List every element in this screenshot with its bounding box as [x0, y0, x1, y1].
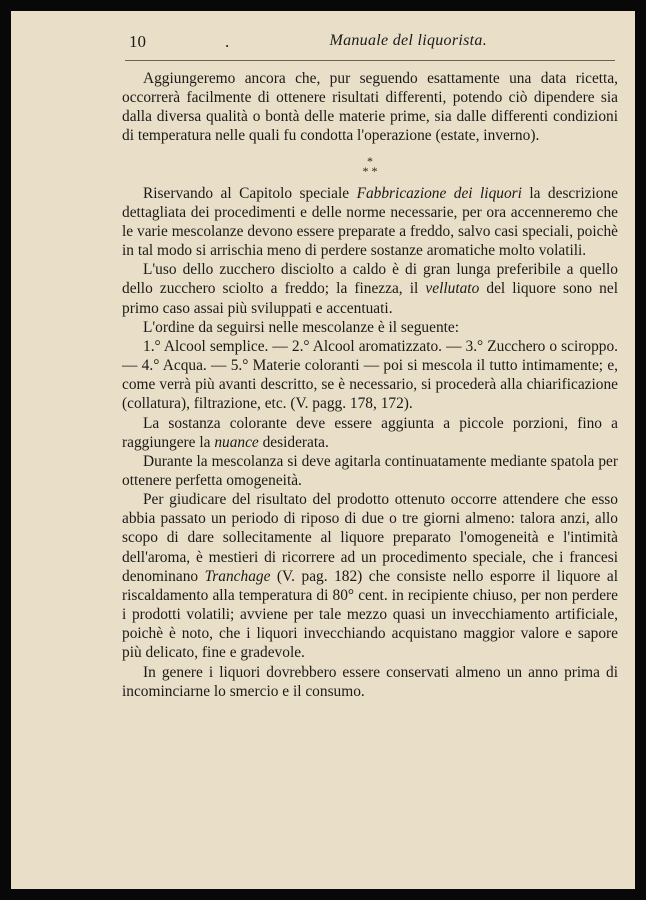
paragraph-5: 1.° Alcool semplice. — 2.° Alcool aromatizzato. — 3.° Zucchero o sciroppo. — 4.° Acqua. — 5.° Materie coloranti — poi si mescola il tutto intimamente; e, come verrà più avanti descritto, se è necessario, si procederà alla chiarificazione (collatura), filtrazione, etc. (V. pagg. 178, 172).: [122, 337, 618, 413]
paragraph-2: Riservando al Capitolo speciale Fabbricazione dei liquori la descrizione dettagliata dei procedimenti e delle norme necessarie, per ora accenneremo che le varie mescolanze devono essere preparate a freddo, salvo casi speciali, poichè in tal modo si arrischia meno di perdere sostanze aromatiche molto volatili.: [122, 184, 618, 260]
italic-term: Fabbricazione dei liquori: [356, 184, 522, 202]
paragraph-8: Per giudicare del risultato del prodotto ottenuto occorre attendere che esso abbia passato un periodo di riposo di due o tre giorni almeno: talora anzi, allo scopo di dare sollecitamente al liquore preparato l'omogeneità e l'intimità dell'aroma, è mestieri di ricorrere ad un procedimento speciale, che i francesi denominano Tranchage (V. pag. 182) che consiste nello esporre il liquore al riscaldamento alla temperatura di 80° cent. in recipiente chiuso, per non perdere i prodotti volatili; avviene per tale mezzo quasi un invecchiamento artificiale, poichè è noto, che i liquori invecchiando acquistano maggior valore e sapore più delicato, fine e gradevole.: [122, 491, 618, 662]
page-number: 10: [129, 32, 146, 51]
italic-term: vellutato: [425, 280, 480, 298]
italic-term: Tranchage: [204, 567, 271, 585]
paragraph-7: Durante la mescolanza si deve agitarla continuatamente mediante spatola per ottenere perfetta omogeneità.: [122, 452, 618, 489]
book-page: [11, 11, 635, 889]
section-asterism: [122, 153, 618, 178]
header-separator: .: [225, 32, 230, 51]
paragraph-3: L'uso dello zucchero disciolto a caldo è di gran lunga preferibile a quello dello zucchero sciolto a freddo; la finezza, il vellutato del liquore sono nel primo caso assai più sviluppati e accentuati.: [122, 261, 618, 317]
header-rule: [125, 60, 615, 61]
paragraph-6: La sostanza colorante deve essere aggiunta a piccole porzioni, fino a raggiungere la nuance desiderata.: [122, 414, 618, 451]
running-title: Manuale del liquorista.: [329, 32, 487, 49]
asterism-bottom: * *: [362, 163, 378, 178]
asterism-top: *: [367, 153, 373, 168]
page-header: [11, 29, 635, 55]
paragraph-1: Aggiungeremo ancora che, pur seguendo esattamente una data ricetta, occorrerà facilmente di ottenere risultati differenti, potendo ciò dipendere sia dalla diversa qualità o bontà delle materie prime, sia dalle differenti condizioni di temperatura nelle quali fu condotta l'operazione (estate, inverno).: [122, 70, 618, 145]
paragraph-9: In genere i liquori dovrebbero essere conservati almeno un anno prima di incominciarne lo smercio e il consumo.: [122, 663, 618, 700]
italic-term: nuance: [214, 433, 259, 451]
paragraph-4: L'ordine da seguirsi nelle mescolanze è il seguente:: [143, 318, 460, 336]
page-body: [122, 69, 618, 701]
